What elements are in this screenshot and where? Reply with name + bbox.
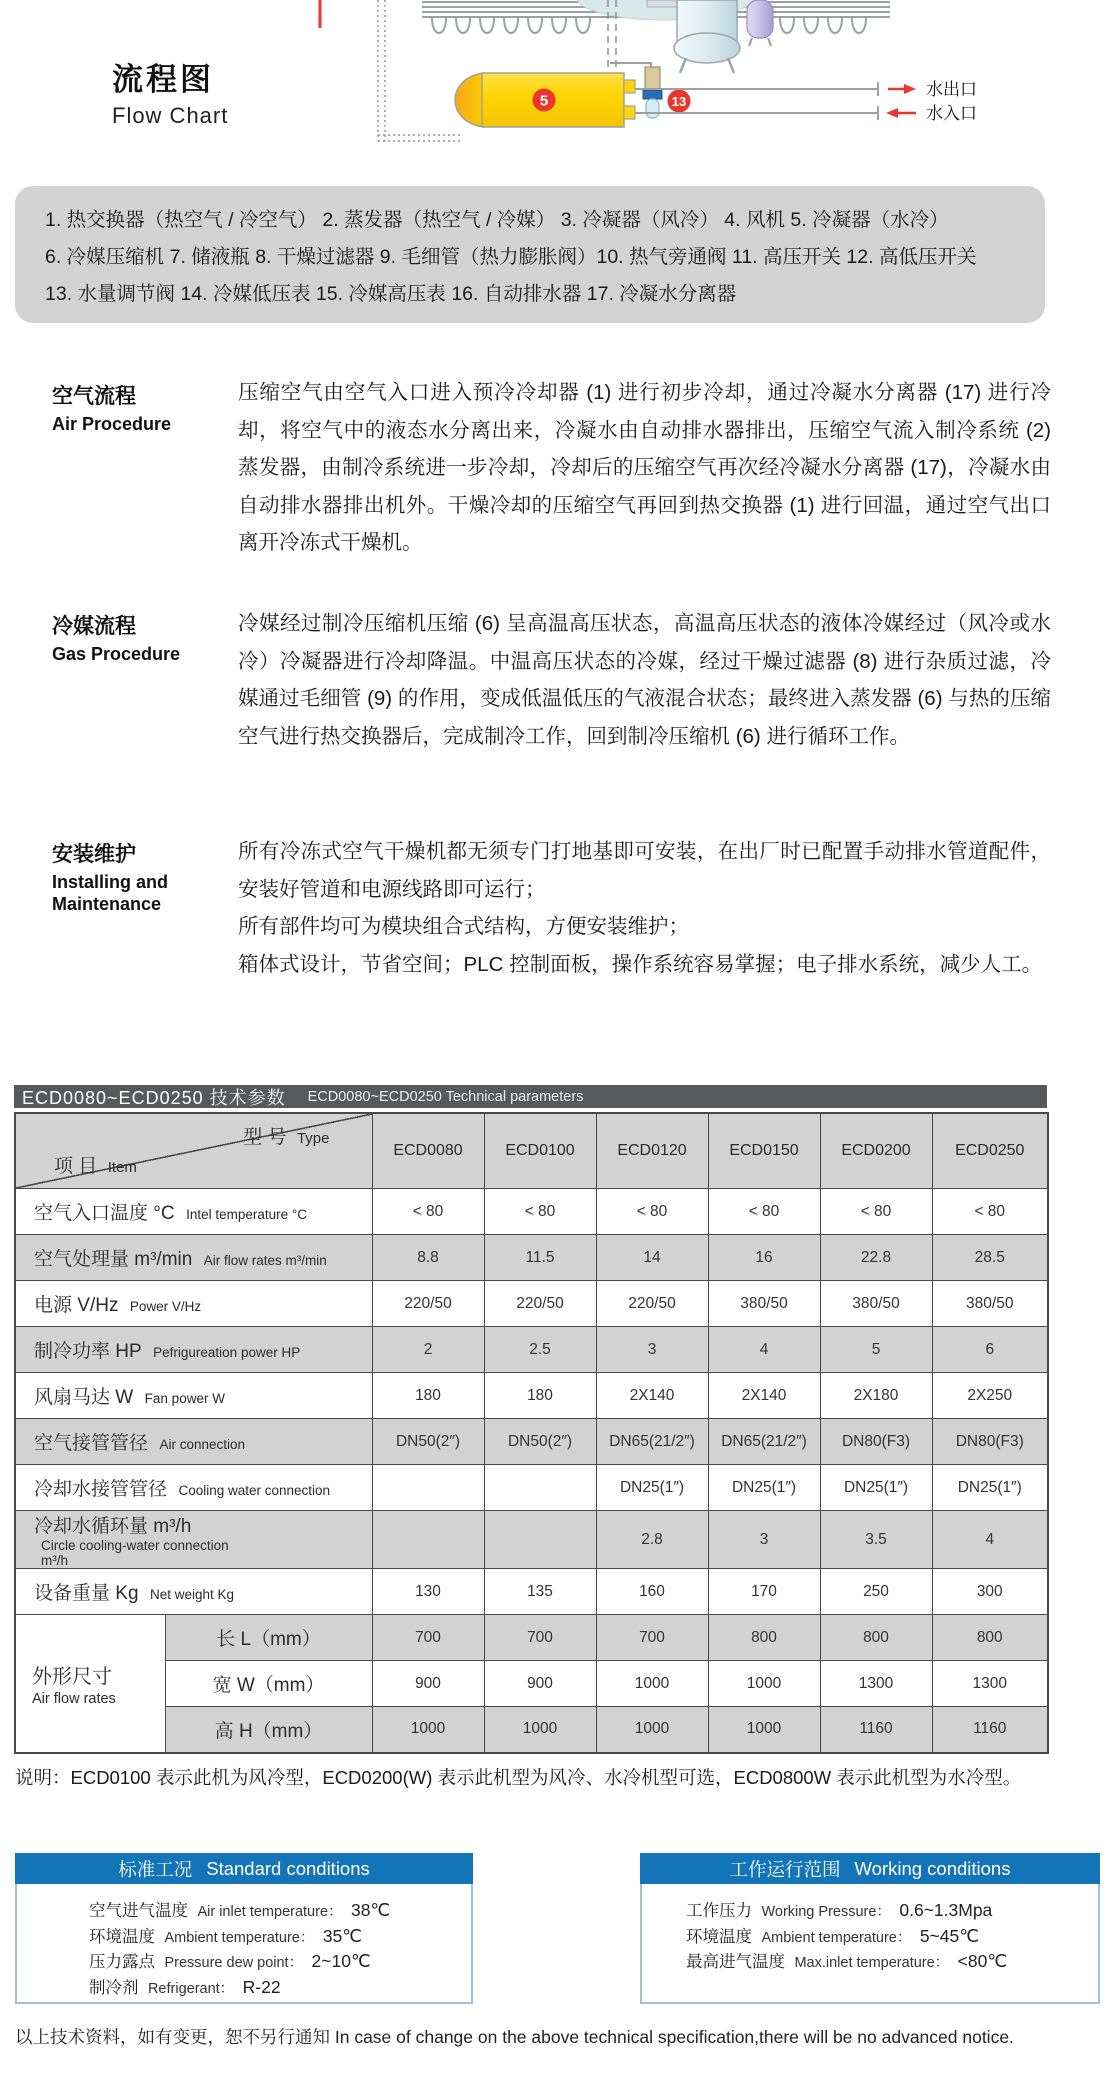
legend-line-1: 1. 热交换器（热空气 / 冷空气） 2. 蒸发器（热空气 / 冷媒） 3. 冷凝器（风冷） 4. 风机 5. 冷凝器（水冷） xyxy=(45,209,949,231)
condition-label-cn: 环境温度 xyxy=(89,1927,155,1946)
value-cell: DN65(21/2″) xyxy=(596,1419,708,1465)
row-label-cn: 设备重量 Kg xyxy=(34,1583,139,1604)
condition-label-en: Working Pressure： xyxy=(761,1904,891,1920)
condition-label-cn: 压力露点 xyxy=(89,1953,155,1971)
condition-label-en: Ambient temperature： xyxy=(164,1929,315,1946)
value-cell: 220/50 xyxy=(372,1281,484,1327)
row-label-cn: 电源 V/Hz xyxy=(34,1295,119,1316)
gas-paragraph: 冷媒经过制冷压缩机压缩 (6) 呈高温高压状态，高温高压状态的液体冷媒经过（风冷或水冷）冷凝器进行冷却降温。中温高压状态的冷媒，经过干燥过滤器 (8) 进行杂质过滤，冷媒通过毛细管 (9) 的作用，变成低温低压的气液混合状态；最终进入蒸发器 (6) 与热的压缩空气进行热交换器后，完成制冷工作，回到制冷压缩机 (6) 进行循环工作。 xyxy=(238,612,1051,748)
table-row-dimension-length xyxy=(15,1615,1048,1661)
value-cell: 220/50 xyxy=(596,1281,708,1327)
model-header: ECD0100 xyxy=(484,1113,596,1189)
table-title-bar xyxy=(14,1085,1047,1108)
condition-line xyxy=(686,1899,1098,1925)
value-cell: 2X250 xyxy=(932,1373,1048,1419)
condition-label-cn: 制冷剂 xyxy=(89,1978,139,1997)
table-row-dimension-height xyxy=(15,1707,1048,1753)
install-paragraph-3: 箱体式设计，节省空间；PLC 控制面板，操作系统容易掌握；电子排水系统，减少人工。 xyxy=(238,952,1043,976)
arrow-left-icon xyxy=(886,108,898,118)
row-label-en: Cooling water connection xyxy=(178,1483,331,1498)
value-cell: 2.5 xyxy=(484,1327,596,1373)
row-label-cn: 制冷功率 HP xyxy=(34,1341,142,1362)
value-cell: 900 xyxy=(484,1661,596,1707)
value-cell: 2X180 xyxy=(820,1373,932,1419)
model-naming-note: 说明：ECD0100 表示此机为风冷型，ECD0200(W) 表示此机型为风冷、水冷机型可选，ECD0800W 表示此机型为水冷型。 xyxy=(15,1767,1022,1788)
value-cell: 2.8 xyxy=(596,1511,708,1569)
row-label-cn: 空气处理量 m³/min xyxy=(34,1249,193,1270)
machine-boundary-dotted xyxy=(378,0,460,141)
value-cell: 180 xyxy=(484,1373,596,1419)
value-cell: < 80 xyxy=(596,1189,708,1235)
value-cell: 700 xyxy=(484,1615,596,1661)
value-cell: DN50(2″) xyxy=(372,1419,484,1465)
section-heading-air-cn: 空气流程 xyxy=(52,385,136,408)
value-cell: DN25(1″) xyxy=(708,1465,820,1511)
value-cell: 220/50 xyxy=(484,1281,596,1327)
corner-type-cn: 型 号 xyxy=(243,1127,287,1148)
row-label-en: Fan power W xyxy=(144,1391,225,1406)
value-cell: 700 xyxy=(372,1615,484,1661)
arrow-right-icon xyxy=(904,84,916,94)
row-label xyxy=(15,1419,372,1465)
table-row-cooling-water-connection xyxy=(15,1465,1048,1511)
condition-value: 0.6~1.3Mpa xyxy=(899,1900,993,1920)
table-row-refrigeration-power xyxy=(15,1327,1048,1373)
value-cell xyxy=(372,1465,484,1511)
row-label-en: Circle cooling-water connection m³/h xyxy=(41,1538,229,1568)
water-inlet-label: 水入口 xyxy=(926,104,977,123)
diagonal-divider xyxy=(16,1114,372,1188)
value-cell: 1300 xyxy=(820,1661,932,1707)
condition-value: 35℃ xyxy=(322,1925,362,1946)
flow-chart-title-cn: 流程图 xyxy=(112,62,214,97)
liquid-receiver-cylinder xyxy=(747,0,773,46)
condition-label-cn: 空气进气温度 xyxy=(89,1902,188,1920)
section-heading-air xyxy=(52,380,237,435)
condition-label-en: Max.inlet temperature： xyxy=(794,1955,950,1971)
condition-line xyxy=(686,1925,1098,1951)
value-cell: 11.5 xyxy=(484,1235,596,1281)
condition-line xyxy=(89,1976,471,2002)
condition-label-cn: 工作压力 xyxy=(686,1902,752,1920)
value-cell: 4 xyxy=(932,1511,1048,1569)
row-label-cn: 风扇马达 W xyxy=(34,1387,134,1408)
install-paragraph-2: 所有部件均可为模块组合式结构，方便安装维护； xyxy=(238,915,689,938)
standard-conditions-box xyxy=(15,1853,473,2004)
row-label-cn: 冷却水循环量 m³/h xyxy=(34,1516,192,1537)
value-cell: 1000 xyxy=(708,1661,820,1707)
row-label-cn: 空气入口温度 °C xyxy=(34,1203,175,1224)
table-row-dimension-width xyxy=(15,1661,1048,1707)
condition-value: R-22 xyxy=(242,1976,281,1997)
table-row-cooling-water-circulation xyxy=(15,1511,1048,1569)
table-row-power xyxy=(15,1281,1048,1327)
value-cell: 4 xyxy=(708,1327,820,1373)
value-cell: 2 xyxy=(372,1327,484,1373)
value-cell: 130 xyxy=(372,1569,484,1615)
flow-chart-diagram xyxy=(310,0,1060,150)
condition-line xyxy=(89,1950,471,1976)
condition-label-en: Pressure dew point： xyxy=(164,1955,304,1971)
value-cell: 2X140 xyxy=(708,1373,820,1419)
section-heading-gas xyxy=(52,610,237,665)
table-title-en: ECD0080~ECD0250 Technical parameters xyxy=(307,1088,584,1105)
row-label xyxy=(15,1569,372,1615)
row-label xyxy=(15,1465,372,1511)
row-label xyxy=(15,1327,372,1373)
condition-label-en: Ambient temperature： xyxy=(761,1929,912,1946)
value-cell: 800 xyxy=(708,1615,820,1661)
row-label-en: Intel temperature °C xyxy=(186,1207,308,1222)
row-label xyxy=(15,1235,372,1281)
value-cell: 380/50 xyxy=(708,1281,820,1327)
flow-chart-title-en: Flow Chart xyxy=(112,103,229,128)
section-body-install xyxy=(238,833,1051,983)
condition-label-en: Air inlet temperature： xyxy=(197,1904,343,1920)
legend-line-2: 6. 冷媒压缩机 7. 储液瓶 8. 干燥过滤器 9. 毛细管（热力膨胀阀）10. 热气旁通阀 11. 高压开关 12. 高低压开关 xyxy=(45,246,977,268)
value-cell: 5 xyxy=(820,1327,932,1373)
standard-conditions-header-en: Standard conditions xyxy=(206,1857,370,1879)
working-conditions-header-en: Working conditions xyxy=(854,1857,1011,1879)
table-row-air-connection xyxy=(15,1419,1048,1465)
dimension-group-en: Air flow rates xyxy=(32,1690,116,1707)
standard-conditions-header xyxy=(15,1853,473,1884)
model-header: ECD0080 xyxy=(372,1113,484,1189)
dimension-group-cell xyxy=(15,1615,165,1753)
condition-line xyxy=(89,1899,471,1925)
value-cell: 1160 xyxy=(820,1707,932,1753)
value-cell: 1000 xyxy=(596,1661,708,1707)
value-cell: 1300 xyxy=(932,1661,1048,1707)
section-heading-gas-en: Gas Procedure xyxy=(52,644,181,664)
dimension-label: 长 L（mm） xyxy=(165,1615,372,1661)
dimension-label: 高 H（mm） xyxy=(165,1707,372,1753)
corner-item xyxy=(54,1151,137,1178)
value-cell: < 80 xyxy=(820,1189,932,1235)
condition-value: 38℃ xyxy=(350,1900,391,1920)
value-cell: 14 xyxy=(596,1235,708,1281)
value-cell: 135 xyxy=(484,1569,596,1615)
value-cell: 3.5 xyxy=(820,1511,932,1569)
value-cell: 160 xyxy=(596,1569,708,1615)
condition-value: 2~10℃ xyxy=(311,1951,371,1971)
value-cell: 8.8 xyxy=(372,1235,484,1281)
table-row-fan-power xyxy=(15,1373,1048,1419)
value-cell xyxy=(484,1465,596,1511)
flow-chart-title xyxy=(112,54,228,129)
legend-line-3: 13. 水量调节阀 14. 冷媒低压表 15. 冷媒高压表 16. 自动排水器 17. 冷凝水分离器 xyxy=(45,283,737,305)
value-cell: 28.5 xyxy=(932,1235,1048,1281)
row-label-en: Power V/Hz xyxy=(129,1299,202,1314)
corner-item-cn: 项 目 xyxy=(54,1156,98,1177)
condition-value: 5~45℃ xyxy=(919,1925,979,1946)
water-outlet-label: 水出口 xyxy=(926,80,977,99)
condition-value: <80℃ xyxy=(957,1951,1007,1971)
row-label-en: Air connection xyxy=(159,1437,246,1452)
condition-line xyxy=(686,1950,1098,1976)
standard-conditions-body xyxy=(15,1884,473,2004)
water-cooled-condenser-tank xyxy=(455,73,635,127)
dimension-group-cn: 外形尺寸 xyxy=(32,1665,112,1688)
air-paragraph: 压缩空气由空气入口进入预冷冷却器 (1) 进行初步冷却，通过冷凝水分离器 (17) 进行冷却，将空气中的液态水分离出来，冷凝水由自动排水器排出，压缩空气流入制冷系统 (2) 蒸发器，由制冷系统进一步冷却，冷却后的压缩空气再次经冷凝水分离器 (17)，冷凝水由自动排水器排出机外。干燥冷却的压缩空气再回到热交换器 (1) 进行回温，通过空气出口离开冷冻式干燥机。 xyxy=(238,381,1051,554)
value-cell: DN50(2″) xyxy=(484,1419,596,1465)
value-cell: 1160 xyxy=(932,1707,1048,1753)
flow-badge-5-label: 5 xyxy=(539,92,549,110)
value-cell: DN25(1″) xyxy=(820,1465,932,1511)
row-label-cn: 冷却水接管管径 xyxy=(34,1479,168,1500)
condition-label-en: Refrigerant： xyxy=(147,1980,235,1997)
row-label xyxy=(15,1189,372,1235)
working-conditions-header-cn: 工作运行范围 xyxy=(729,1858,841,1880)
value-cell: 1000 xyxy=(484,1707,596,1753)
value-cell: < 80 xyxy=(932,1189,1048,1235)
working-conditions-header xyxy=(640,1853,1100,1884)
model-header: ECD0150 xyxy=(708,1113,820,1189)
value-cell: 16 xyxy=(708,1235,820,1281)
section-heading-install-cn: 安装维护 xyxy=(52,843,136,866)
technical-parameters-table xyxy=(14,1112,1049,1754)
value-cell: 380/50 xyxy=(932,1281,1048,1327)
value-cell: < 80 xyxy=(484,1189,596,1235)
install-paragraph-1: 所有冷冻式空气干燥机都无须专门打地基即可安装，在出厂时已配置手动排水管道配件，安装好管道和电源线路即可运行； xyxy=(238,840,1051,901)
value-cell: 3 xyxy=(596,1327,708,1373)
section-body-air xyxy=(238,374,1051,562)
diagonal-header-cell xyxy=(15,1113,372,1189)
value-cell: 900 xyxy=(372,1661,484,1707)
section-body-gas xyxy=(238,605,1051,755)
standard-conditions-header-cn: 标准工况 xyxy=(118,1858,193,1880)
dimension-label: 宽 W（mm） xyxy=(165,1661,372,1707)
value-cell: DN80(F3) xyxy=(820,1419,932,1465)
model-header: ECD0200 xyxy=(820,1113,932,1189)
table-header-row xyxy=(15,1113,1048,1189)
row-label-cn: 空气接管管径 xyxy=(34,1433,149,1454)
value-cell: 2X140 xyxy=(596,1373,708,1419)
value-cell: 170 xyxy=(708,1569,820,1615)
value-cell: 800 xyxy=(820,1615,932,1661)
corner-item-en: Item xyxy=(107,1159,137,1176)
value-cell: DN65(21/2″) xyxy=(708,1419,820,1465)
value-cell: < 80 xyxy=(372,1189,484,1235)
corner-type-en: Type xyxy=(296,1130,330,1147)
section-heading-install xyxy=(52,838,237,915)
working-conditions-body xyxy=(640,1884,1100,2004)
section-heading-gas-cn: 冷媒流程 xyxy=(52,615,136,638)
value-cell: 1000 xyxy=(596,1707,708,1753)
row-label-en: Net weight Kg xyxy=(149,1587,235,1602)
value-cell: 250 xyxy=(820,1569,932,1615)
table-title-cn: ECD0080~ECD0250 技术参数 xyxy=(22,1087,286,1108)
value-cell xyxy=(372,1511,484,1569)
section-heading-install-en: Installing and Maintenance xyxy=(52,872,169,914)
table-row-net-weight xyxy=(15,1569,1048,1615)
value-cell: 700 xyxy=(596,1615,708,1661)
component-legend xyxy=(15,186,1045,323)
value-cell: 800 xyxy=(932,1615,1048,1661)
value-cell: DN25(1″) xyxy=(932,1465,1048,1511)
change-notice-footer: 以上技术资料，如有变更，恕不另行通知 In case of change on the above technical specification,there will be no advanced notice. xyxy=(15,2027,1014,2047)
value-cell: 6 xyxy=(932,1327,1048,1373)
model-header: ECD0250 xyxy=(932,1113,1048,1189)
table-row-air-flow xyxy=(15,1235,1048,1281)
value-cell: 3 xyxy=(708,1511,820,1569)
row-label xyxy=(15,1511,372,1569)
value-cell: 180 xyxy=(372,1373,484,1419)
corner-type xyxy=(243,1122,329,1149)
value-cell: DN25(1″) xyxy=(596,1465,708,1511)
model-header: ECD0120 xyxy=(596,1113,708,1189)
value-cell: 380/50 xyxy=(820,1281,932,1327)
value-cell: DN80(F3) xyxy=(932,1419,1048,1465)
value-cell: 1000 xyxy=(372,1707,484,1753)
condition-label-cn: 环境温度 xyxy=(686,1927,752,1946)
condition-line xyxy=(89,1925,471,1951)
row-label-en: Air flow rates m³/min xyxy=(203,1253,327,1268)
flow-badge-13-label: 13 xyxy=(671,94,687,109)
row-label xyxy=(15,1373,372,1419)
condition-label-cn: 最高进气温度 xyxy=(686,1953,785,1971)
value-cell xyxy=(484,1511,596,1569)
value-cell: 1000 xyxy=(708,1707,820,1753)
value-cell: 300 xyxy=(932,1569,1048,1615)
row-label xyxy=(15,1281,372,1327)
section-heading-air-en: Air Procedure xyxy=(52,414,172,434)
working-conditions-box xyxy=(640,1853,1100,2004)
table-row-inlet-temp xyxy=(15,1189,1048,1235)
value-cell: 22.8 xyxy=(820,1235,932,1281)
value-cell: < 80 xyxy=(708,1189,820,1235)
row-label-en: Pefrigureation power HP xyxy=(153,1345,301,1360)
